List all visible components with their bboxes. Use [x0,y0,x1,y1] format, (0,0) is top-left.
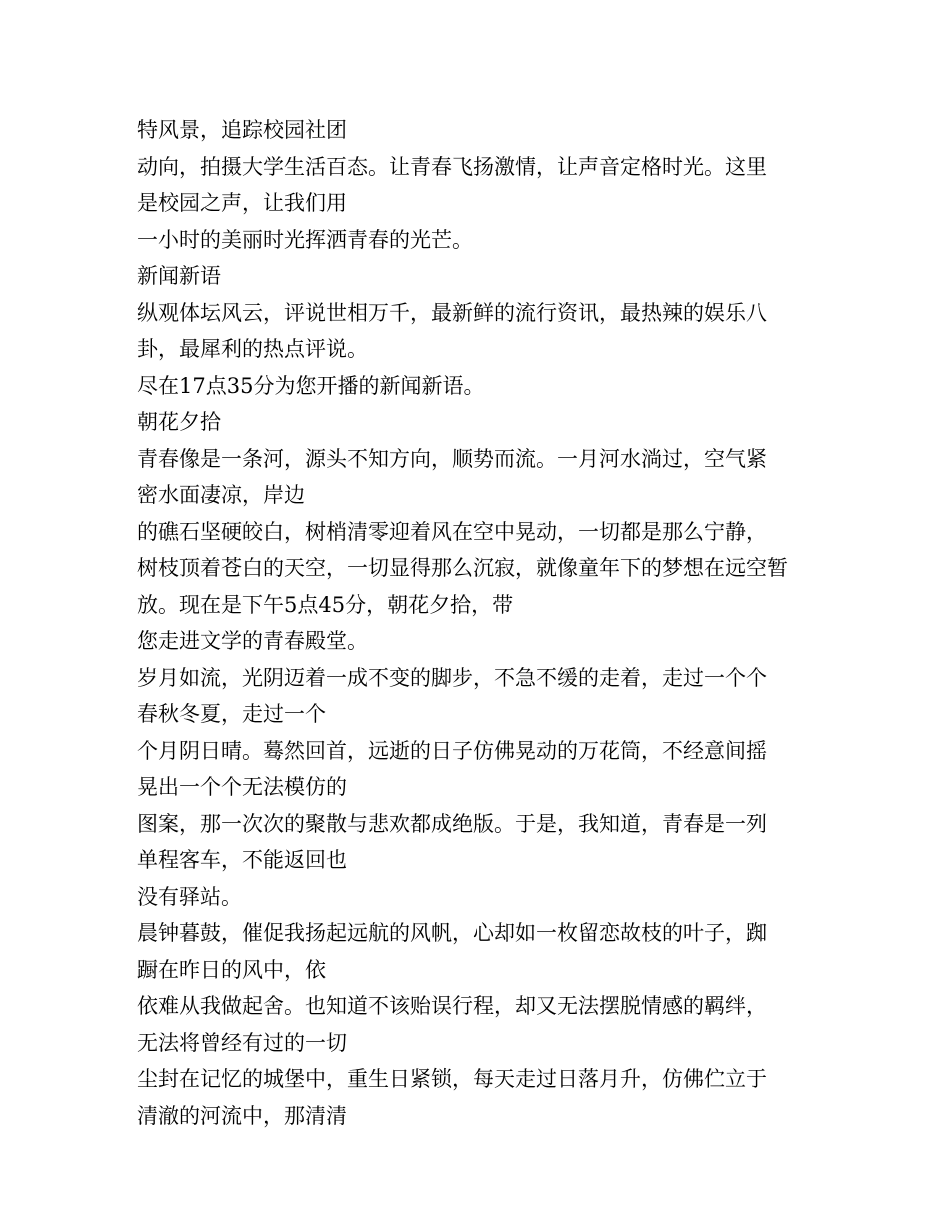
text-line: 特风景，追踪校园社团 [137,118,347,142]
text-line: 您走进文学的青春殿堂。 [137,629,368,653]
section-heading: 新闻新语 [137,264,221,288]
section-heading: 朝花夕拾 [137,410,221,434]
text-line: 的礁石坚硬皎白，树梢清零迎着风在空中晃动，一切都是那么宁静， [137,519,767,544]
text-line: 清澈的河流中，那清清 [137,1103,347,1128]
text-line: 晃出一个个无法模仿的 [137,775,347,799]
text-line: 纵观体坛风云，评说世相万千，最新鲜的流行资讯，最热辣的娱乐八 [137,300,767,325]
text-line: 岁月如流，光阴迈着一成不变的脚步，不急不缓的走着，走过一个个 [137,665,767,690]
text-line: 尽在17点35分为您开播的新闻新语。 [137,373,485,398]
text-line: 无法将曾经有过的一切 [137,1030,347,1055]
document-text-body [137,112,827,1134]
text-line: 树枝顶着苍白的天空，一切显得那么沉寂，就像童年下的梦想在远空暂 [137,556,788,580]
text-line: 图案，那一次次的聚散与悲欢都成绝版。于是，我知道，青春是一列 [137,811,767,836]
text-line: 蹰在昨日的风中，依 [137,957,326,982]
text-line: 放。现在是下午5点45分，朝花夕拾，带 [137,592,514,617]
text-line: 没有驿站。 [137,884,242,909]
text-line: 动向，拍摄大学生活百态。让青春飞扬激情，让声音定格时光。这里 [137,154,767,179]
text-line: 春秋冬夏，走过一个 [137,702,326,726]
text-line: 青春像是一条河，源头不知方向，顺势而流。一月河水淌过，空气紧 [137,446,767,471]
text-line: 密水面凄凉，岸边 [137,483,305,507]
text-line: 尘封在记忆的城堡中，重生日紧锁，每天走过日落月升，仿佛伫立于 [137,1067,767,1091]
text-line: 依难从我做起舍。也知道不该贻误行程，却又无法摆脱情感的羁绊， [137,994,767,1018]
text-line: 个月阴日晴。蓦然回首，远逝的日子仿佛晃动的万花筒，不经意间摇 [137,738,767,763]
text-line: 晨钟暮鼓，催促我扬起远航的风帆，心却如一枚留恋故枝的叶子，踟 [137,921,767,945]
text-line: 一小时的美丽时光挥洒青春的光芒。 [137,227,473,252]
text-line: 卦，最犀利的热点评说。 [137,337,368,361]
text-line: 单程客车，不能返回也 [137,848,347,872]
text-line: 是校园之声，让我们用 [137,191,347,215]
